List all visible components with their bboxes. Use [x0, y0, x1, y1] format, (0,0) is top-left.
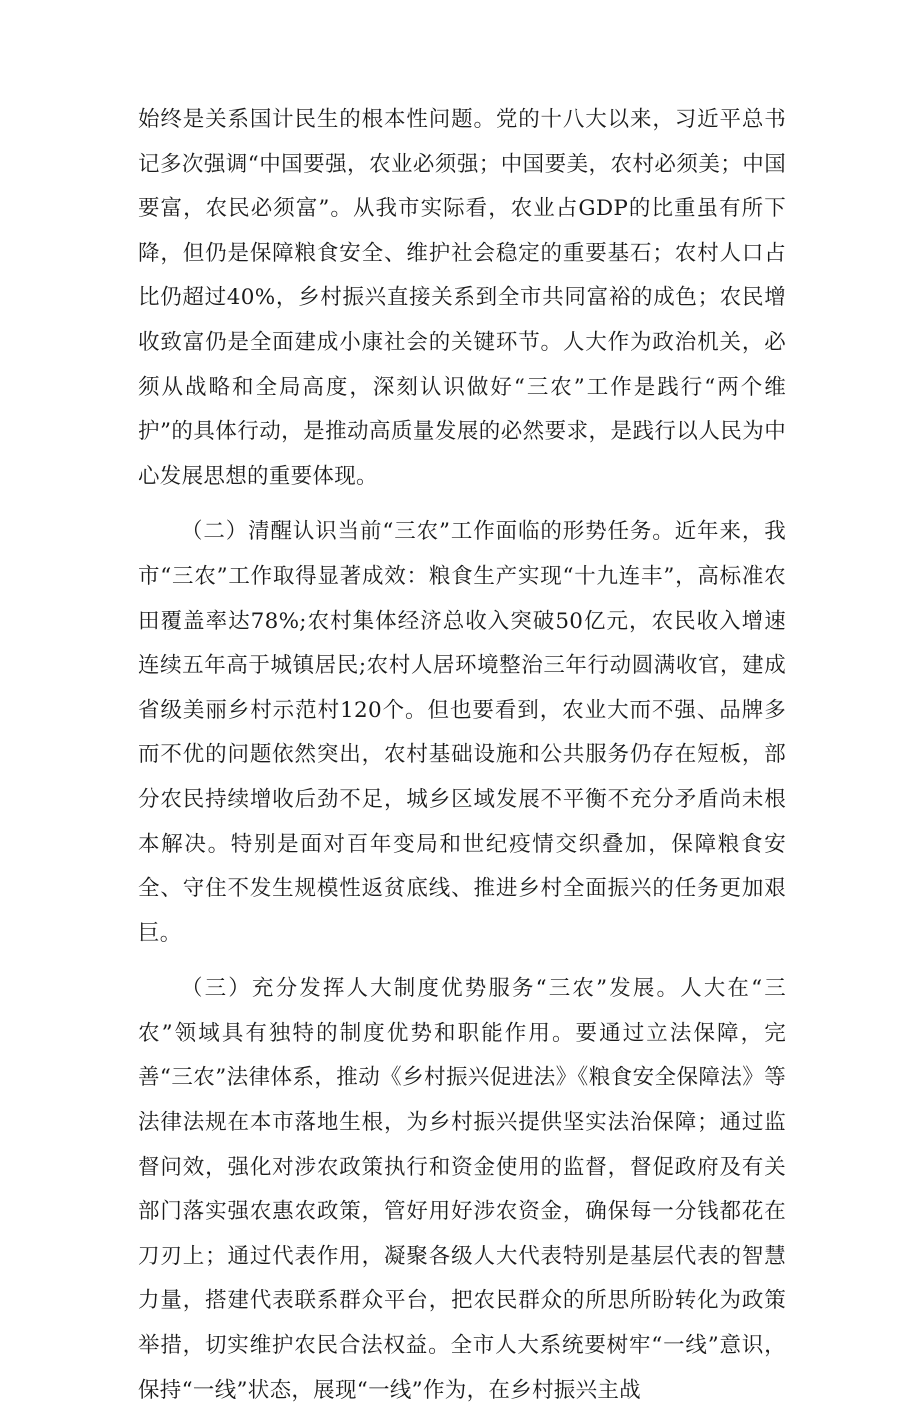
document-body: [138, 98, 786, 1413]
paragraph-section-three: （三）充分发挥人大制度优势服务“三农”发展。人大在“三农”领域具有独特的制度优势和职能作用。要通过立法保障，完善“三农”法律体系，推动《乡村振兴促进法》《粮食安全保障法》等法律法规在本市落地生根，为乡村振兴提供坚实法治保障；通过监督问效，强化对涉农政策执行和资金使用的监督，督促政府及有关部门落实强农惠农政策，管好用好涉农资金，确保每一分钱都花在刀刃上；通过代表作用，凝聚各级人大代表特别是基层代表的智慧力量，搭建代表联系群众平台，把农民群众的所思所盼转化为政策举措，切实维护农民合法权益。全市人大系统要树牢“一线”意识，保持“一线”状态，展现“一线”作为，在乡村振兴主战: [138, 976, 786, 1403]
paragraph-continuation: 始终是关系国计民生的根本性问题。党的十八大以来，习近平总书记多次强调“中国要强，农业必须强；中国要美，农村必须美；中国要富，农民必须富”。从我市实际看，农业占GDP的比重虽有所下降，但仍是保障粮食安全、维护社会稳定的重要基石；农村人口占比仍超过40%，乡村振兴直接关系到全市共同富裕的成色；农民增收致富仍是全面建成小康社会的关键环节。人大作为政治机关，必须从战略和全局高度，深刻认识做好“三农”工作是践行“两个维护”的具体行动，是推动高质量发展的必然要求，是践行以人民为中心发展思想的重要体现。: [138, 107, 786, 489]
paragraph-section-two: （二）清醒认识当前“三农”工作面临的形势任务。近年来，我市“三农”工作取得显著成效：粮食生产实现“十九连丰”，高标准农田覆盖率达78%;农村集体经济总收入突破50亿元，农民收入增速连续五年高于城镇居民;农村人居环境整治三年行动圆满收官，建成省级美丽乡村示范村120个。但也要看到，农业大而不强、品牌多而不优的问题依然突出，农村基础设施和公共服务仍存在短板，部分农民持续增收后劲不足，城乡区域发展不平衡不充分矛盾尚未根本解决。特别是面对百年变局和世纪疫情交织叠加，保障粮食安全、守住不发生规模性返贫底线、推进乡村全面振兴的任务更加艰巨。: [138, 519, 786, 946]
